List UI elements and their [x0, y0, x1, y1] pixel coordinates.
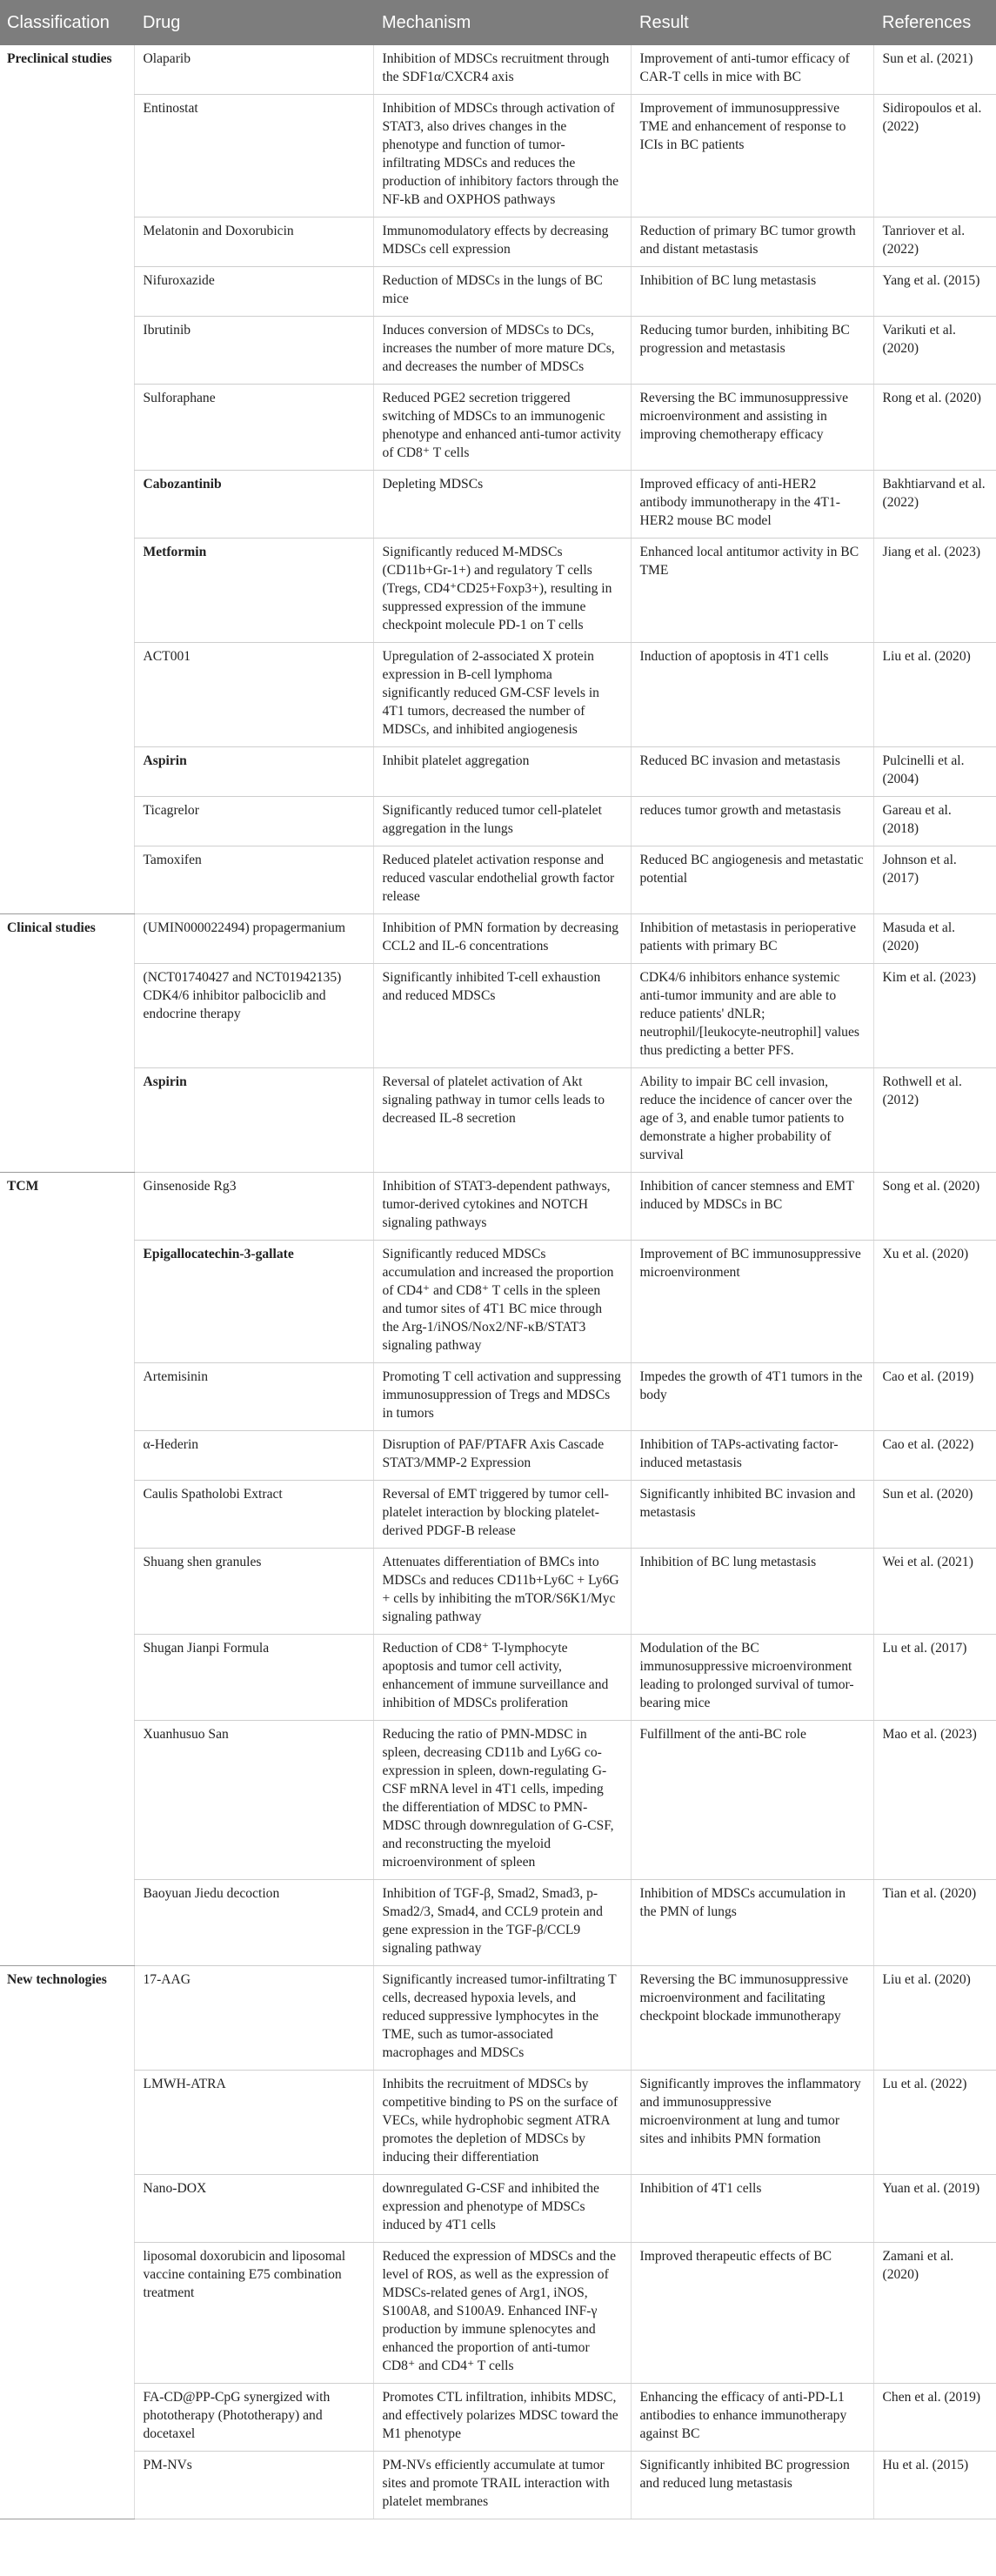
- mechanism-cell: Induces conversion of MDSCs to DCs, increases the number of more mature DCs, and decreases the number of MDSCs: [373, 317, 631, 385]
- drug-cell: Epigallocatechin-3-gallate: [134, 1241, 373, 1363]
- result-cell: Inhibition of metastasis in perioperative patients with primary BC: [631, 914, 873, 964]
- mechanism-cell: Reversal of platelet activation of Akt signaling pathway in tumor cells leads to decreased IL-8 secretion: [373, 1068, 631, 1173]
- mechanism-cell: Disruption of PAF/PTAFR Axis Cascade STAT3/MMP-2 Expression: [373, 1431, 631, 1481]
- mechanism-cell: Promoting T cell activation and suppressing immunosuppression of Tregs and MDSCs in tumors: [373, 1363, 631, 1431]
- mechanism-cell: PM-NVs efficiently accumulate at tumor sites and promote TRAIL interaction with platelet membranes: [373, 2452, 631, 2519]
- table-row: [0, 1241, 996, 1363]
- drug-cell: Sulforaphane: [134, 385, 373, 471]
- classification-cell: [0, 2452, 134, 2519]
- result-cell: Ability to impair BC cell invasion, reduce the incidence of cancer over the age of 3, and enable tumor patients to demonstrate a higher probability of survival: [631, 1068, 873, 1173]
- classification-cell: [0, 643, 134, 747]
- result-cell: Improvement of anti-tumor efficacy of CAR-T cells in mice with BC: [631, 45, 873, 95]
- table-row: [0, 2243, 996, 2384]
- mechanism-cell: Inhibition of MDSCs through activation of STAT3, also drives changes in the phenotype and function of tumor-infiltrating MDSCs and reduces the production of inhibitory factors through the NF-kB and OXPHOS pathways: [373, 95, 631, 217]
- table-row: [0, 914, 996, 964]
- header-result: Result: [631, 0, 873, 45]
- classification-cell: [0, 964, 134, 1068]
- reference-cell: Zamani et al. (2020): [873, 2243, 996, 2384]
- drug-cell: Caulis Spatholobi Extract: [134, 1481, 373, 1549]
- result-cell: Induction of apoptosis in 4T1 cells: [631, 643, 873, 747]
- mechanism-cell: Reduced platelet activation response and reduced vascular endothelial growth factor release: [373, 846, 631, 914]
- mechanism-cell: Significantly reduced MDSCs accumulation and increased the proportion of CD4⁺ and CD8⁺ T cells in the spleen and tumor sites of 4T1 BC mice through the Arg-1/iNOS/Nox2/NF-κB/STAT3 signaling pathway: [373, 1241, 631, 1363]
- table-row: [0, 267, 996, 317]
- result-cell: Inhibition of MDSCs accumulation in the PMN of lungs: [631, 1880, 873, 1966]
- classification-cell: [0, 846, 134, 914]
- drug-cell: Melatonin and Doxorubicin: [134, 217, 373, 267]
- table-row: [0, 643, 996, 747]
- reference-cell: Sun et al. (2021): [873, 45, 996, 95]
- table-row: [0, 1068, 996, 1173]
- result-cell: CDK4/6 inhibitors enhance systemic anti-tumor immunity and are able to reduce patients' dNLR; neutrophil/[leukocyte-neutrophil] values thus predicting a better PFS.: [631, 964, 873, 1068]
- table-row: [0, 964, 996, 1068]
- reference-cell: Cao et al. (2019): [873, 1363, 996, 1431]
- result-cell: Reduced BC invasion and metastasis: [631, 747, 873, 797]
- drug-cell: FA-CD@PP-CpG synergized with phototherapy (Phototherapy) and docetaxel: [134, 2384, 373, 2452]
- drug-cell: Nifuroxazide: [134, 267, 373, 317]
- result-cell: Reduced BC angiogenesis and metastatic potential: [631, 846, 873, 914]
- reference-cell: Pulcinelli et al. (2004): [873, 747, 996, 797]
- classification-cell: [0, 1880, 134, 1966]
- drug-cell: Xuanhusuo San: [134, 1721, 373, 1880]
- classification-cell: [0, 747, 134, 797]
- result-cell: Improvement of BC immunosuppressive microenvironment: [631, 1241, 873, 1363]
- reference-cell: Tanriover et al. (2022): [873, 217, 996, 267]
- mechanism-cell: Significantly reduced tumor cell-platelet aggregation in the lungs: [373, 797, 631, 846]
- table-row: [0, 1635, 996, 1721]
- reference-cell: Gareau et al. (2018): [873, 797, 996, 846]
- classification-cell: [0, 1549, 134, 1635]
- classification-cell: [0, 539, 134, 643]
- table-row: [0, 95, 996, 217]
- table-row: [0, 747, 996, 797]
- reference-cell: Liu et al. (2020): [873, 643, 996, 747]
- drug-cell: liposomal doxorubicin and liposomal vaccine containing E75 combination treatment: [134, 2243, 373, 2384]
- drug-cell: (NCT01740427 and NCT01942135) CDK4/6 inhibitor palbociclib and endocrine therapy: [134, 964, 373, 1068]
- mechanism-cell: Reduction of CD8⁺ T-lymphocyte apoptosis and tumor cell activity, enhancement of immune surveillance and inhibition of MDSCs proliferation: [373, 1635, 631, 1721]
- reference-cell: Chen et al. (2019): [873, 2384, 996, 2452]
- mechanism-cell: Promotes CTL infiltration, inhibits MDSC, and effectively polarizes MDSC toward the M1 phenotype: [373, 2384, 631, 2452]
- mechanism-cell: Inhibits the recruitment of MDSCs by competitive binding to PS on the surface of VECs, while hydrophobic segment ATRA promotes the depletion of MDSCs by inducing their differentiation: [373, 2071, 631, 2175]
- table-row: [0, 846, 996, 914]
- classification-cell: [0, 267, 134, 317]
- reference-cell: Sun et al. (2020): [873, 1481, 996, 1549]
- table-row: [0, 1880, 996, 1966]
- drug-cell: (UMIN000022494) propagermanium: [134, 914, 373, 964]
- result-cell: reduces tumor growth and metastasis: [631, 797, 873, 846]
- classification-cell: [0, 1241, 134, 1363]
- drug-cell: PM-NVs: [134, 2452, 373, 2519]
- mechanism-cell: Reversal of EMT triggered by tumor cell-platelet interaction by blocking platelet-derived PDGF-B release: [373, 1481, 631, 1549]
- reference-cell: Johnson et al. (2017): [873, 846, 996, 914]
- reference-cell: Mao et al. (2023): [873, 1721, 996, 1880]
- reference-cell: Hu et al. (2015): [873, 2452, 996, 2519]
- classification-cell: [0, 217, 134, 267]
- table-row: [0, 217, 996, 267]
- classification-cell: Preclinical studies: [7, 51, 112, 66]
- result-cell: Fulfillment of the anti-BC role: [631, 1721, 873, 1880]
- reference-cell: Rong et al. (2020): [873, 385, 996, 471]
- classification-cell: [0, 2071, 134, 2175]
- reference-cell: Liu et al. (2020): [873, 1966, 996, 2071]
- classification-cell: Clinical studies: [7, 920, 96, 935]
- table-row: [0, 385, 996, 471]
- reference-cell: Jiang et al. (2023): [873, 539, 996, 643]
- table-row: [0, 2452, 996, 2519]
- drug-cell: Tamoxifen: [134, 846, 373, 914]
- result-cell: Reversing the BC immunosuppressive microenvironment and facilitating checkpoint blockade immunotherapy: [631, 1966, 873, 2071]
- header-mechanism: Mechanism: [373, 0, 631, 45]
- table-body: [0, 45, 996, 2519]
- drug-cell: Metformin: [134, 539, 373, 643]
- drug-cell: ACT001: [134, 643, 373, 747]
- drug-cell: 17-AAG: [134, 1966, 373, 2071]
- mechanism-cell: Significantly inhibited T-cell exhaustion and reduced MDSCs: [373, 964, 631, 1068]
- table-header-row: [0, 0, 996, 45]
- mechanism-cell: Immunomodulatory effects by decreasing MDSCs cell expression: [373, 217, 631, 267]
- drug-cell: Cabozantinib: [134, 471, 373, 539]
- reference-cell: Sidiropoulos et al. (2022): [873, 95, 996, 217]
- result-cell: Inhibition of BC lung metastasis: [631, 1549, 873, 1635]
- result-cell: Improved therapeutic effects of BC: [631, 2243, 873, 2384]
- table-row: [0, 2384, 996, 2452]
- result-cell: Inhibition of TAPs-activating factor-induced metastasis: [631, 1431, 873, 1481]
- reference-cell: Wei et al. (2021): [873, 1549, 996, 1635]
- classification-cell: [0, 797, 134, 846]
- classification-cell: New technologies: [7, 1972, 107, 1987]
- result-cell: Impedes the growth of 4T1 tumors in the body: [631, 1363, 873, 1431]
- mechanism-cell: Inhibition of TGF-β, Smad2, Smad3, p-Smad2/3, Smad4, and CCL9 protein and gene expression in the TGF-β/CCL9 signaling pathway: [373, 1880, 631, 1966]
- table-row: [0, 2071, 996, 2175]
- table-row: [0, 797, 996, 846]
- result-cell: Significantly improves the inflammatory and immunosuppressive microenvironment at lung and tumor sites and inhibits PMN formation: [631, 2071, 873, 2175]
- result-cell: Reducing tumor burden, inhibiting BC progression and metastasis: [631, 317, 873, 385]
- classification-cell: [0, 385, 134, 471]
- table-row: [0, 1431, 996, 1481]
- reference-cell: Bakhtiarvand et al. (2022): [873, 471, 996, 539]
- classification-cell: TCM: [7, 1179, 39, 1194]
- classification-cell: [0, 1363, 134, 1431]
- reference-cell: Cao et al. (2022): [873, 1431, 996, 1481]
- mechanism-cell: Inhibit platelet aggregation: [373, 747, 631, 797]
- drug-cell: Shugan Jianpi Formula: [134, 1635, 373, 1721]
- reference-cell: Yang et al. (2015): [873, 267, 996, 317]
- drug-cell: Artemisinin: [134, 1363, 373, 1431]
- mechanism-cell: Reduced the expression of MDSCs and the level of ROS, as well as the expression of MDSCs-related genes of Arg1, iNOS, S100A8, and S100A9. Enhanced INF-γ production by immune splenocytes and enhanced the proportion of anti-tumor CD8⁺ and CD4⁺ T cells: [373, 2243, 631, 2384]
- mechanism-cell: Inhibition of PMN formation by decreasing CCL2 and IL-6 concentrations: [373, 914, 631, 964]
- mechanism-cell: Upregulation of 2-associated X protein expression in B-cell lymphoma significantly reduced GM-CSF levels in 4T1 tumors, decreased the number of MDSCs, and inhibited angiogenesis: [373, 643, 631, 747]
- table-row: [0, 1549, 996, 1635]
- table-row: [0, 1721, 996, 1880]
- table-row: [0, 1966, 996, 2071]
- reference-cell: Song et al. (2020): [873, 1173, 996, 1241]
- mechanism-cell: Attenuates differentiation of BMCs into MDSCs and reduces CD11b+Ly6C + Ly6G + cells by inhibiting the mTOR/S6K1/Myc signaling pathway: [373, 1549, 631, 1635]
- drug-cell: Aspirin: [134, 1068, 373, 1173]
- table-row: [0, 539, 996, 643]
- drug-cell: Baoyuan Jiedu decoction: [134, 1880, 373, 1966]
- drug-cell: α-Hederin: [134, 1431, 373, 1481]
- result-cell: Improvement of immunosuppressive TME and enhancement of response to ICIs in BC patients: [631, 95, 873, 217]
- result-cell: Inhibition of 4T1 cells: [631, 2175, 873, 2243]
- classification-cell: [0, 2243, 134, 2384]
- mechanism-cell: Significantly increased tumor-infiltrating T cells, decreased hypoxia levels, and reduced suppressive lymphocytes in the TME, such as tumor-associated macrophages and MDSCs: [373, 1966, 631, 2071]
- result-cell: Significantly inhibited BC progression and reduced lung metastasis: [631, 2452, 873, 2519]
- drug-cell: Aspirin: [134, 747, 373, 797]
- drug-cell: Ibrutinib: [134, 317, 373, 385]
- header-classification: Classification: [0, 0, 134, 45]
- table-row: [0, 317, 996, 385]
- result-cell: Inhibition of cancer stemness and EMT induced by MDSCs in BC: [631, 1173, 873, 1241]
- drug-cell: Olaparib: [134, 45, 373, 95]
- reference-cell: Varikuti et al. (2020): [873, 317, 996, 385]
- result-cell: Improved efficacy of anti-HER2 antibody immunotherapy in the 4T1-HER2 mouse BC model: [631, 471, 873, 539]
- result-cell: Modulation of the BC immunosuppressive microenvironment leading to prolonged survival of tumor-bearing mice: [631, 1635, 873, 1721]
- table-row: [0, 1481, 996, 1549]
- table-row: [0, 1173, 996, 1241]
- classification-cell: [0, 2384, 134, 2452]
- drug-cell: LMWH-ATRA: [134, 2071, 373, 2175]
- drug-cell: Nano-DOX: [134, 2175, 373, 2243]
- classification-cell: [0, 1068, 134, 1173]
- result-cell: Inhibition of BC lung metastasis: [631, 267, 873, 317]
- classification-cell: [0, 317, 134, 385]
- reference-cell: Yuan et al. (2019): [873, 2175, 996, 2243]
- reference-cell: Lu et al. (2022): [873, 2071, 996, 2175]
- drug-cell: Shuang shen granules: [134, 1549, 373, 1635]
- table-row: [0, 471, 996, 539]
- result-cell: Significantly inhibited BC invasion and metastasis: [631, 1481, 873, 1549]
- mechanism-cell: Reduction of MDSCs in the lungs of BC mice: [373, 267, 631, 317]
- result-cell: Enhancing the efficacy of anti-PD-L1 antibodies to enhance immunotherapy against BC: [631, 2384, 873, 2452]
- drug-cell: Ginsenoside Rg3: [134, 1173, 373, 1241]
- result-cell: Reduction of primary BC tumor growth and distant metastasis: [631, 217, 873, 267]
- drug-cell: Ticagrelor: [134, 797, 373, 846]
- classification-cell: [0, 2175, 134, 2243]
- header-drug: Drug: [134, 0, 373, 45]
- classification-cell: [0, 1721, 134, 1880]
- result-cell: Enhanced local antitumor activity in BC TME: [631, 539, 873, 643]
- table-row: [0, 1363, 996, 1431]
- reference-cell: Masuda et al. (2020): [873, 914, 996, 964]
- reference-cell: Rothwell et al. (2012): [873, 1068, 996, 1173]
- reference-cell: Lu et al. (2017): [873, 1635, 996, 1721]
- table-row: [0, 2175, 996, 2243]
- table-row: [0, 45, 996, 95]
- reference-cell: Xu et al. (2020): [873, 1241, 996, 1363]
- mechanism-cell: Significantly reduced M-MDSCs (CD11b+Gr-1+) and regulatory T cells (Tregs, CD4⁺CD25+Foxp3+), resulting in suppressed expression of the immune checkpoint molecule PD-1 on T cells: [373, 539, 631, 643]
- drug-cell: Entinostat: [134, 95, 373, 217]
- header-references: References: [873, 0, 996, 45]
- mechanism-cell: downregulated G-CSF and inhibited the expression and phenotype of MDSCs induced by 4T1 cells: [373, 2175, 631, 2243]
- mechanism-cell: Inhibition of MDSCs recruitment through the SDF1α/CXCR4 axis: [373, 45, 631, 95]
- mechanism-cell: Inhibition of STAT3-dependent pathways, tumor-derived cytokines and NOTCH signaling pathways: [373, 1173, 631, 1241]
- reference-cell: Tian et al. (2020): [873, 1880, 996, 1966]
- mechanism-cell: Depleting MDSCs: [373, 471, 631, 539]
- classification-cell: [0, 471, 134, 539]
- classification-cell: [0, 1481, 134, 1549]
- reference-cell: Kim et al. (2023): [873, 964, 996, 1068]
- classification-cell: [0, 1635, 134, 1721]
- mechanism-cell: Reducing the ratio of PMN-MDSC in spleen, decreasing CD11b and Ly6G co-expression in spleen, down-regulating G-CSF mRNA level in 4T1 cells, impeding the differentiation of MDSC to PMN-MDSC through downregulation of G-CSF, and reconstructing the myeloid microenvironment of spleen: [373, 1721, 631, 1880]
- mechanism-cell: Reduced PGE2 secretion triggered switching of MDSCs to an immunogenic phenotype and enhanced anti-tumor activity of CD8⁺ T cells: [373, 385, 631, 471]
- classification-cell: [0, 1431, 134, 1481]
- classification-cell: [0, 95, 134, 217]
- result-cell: Reversing the BC immunosuppressive microenvironment and assisting in improving chemotherapy efficacy: [631, 385, 873, 471]
